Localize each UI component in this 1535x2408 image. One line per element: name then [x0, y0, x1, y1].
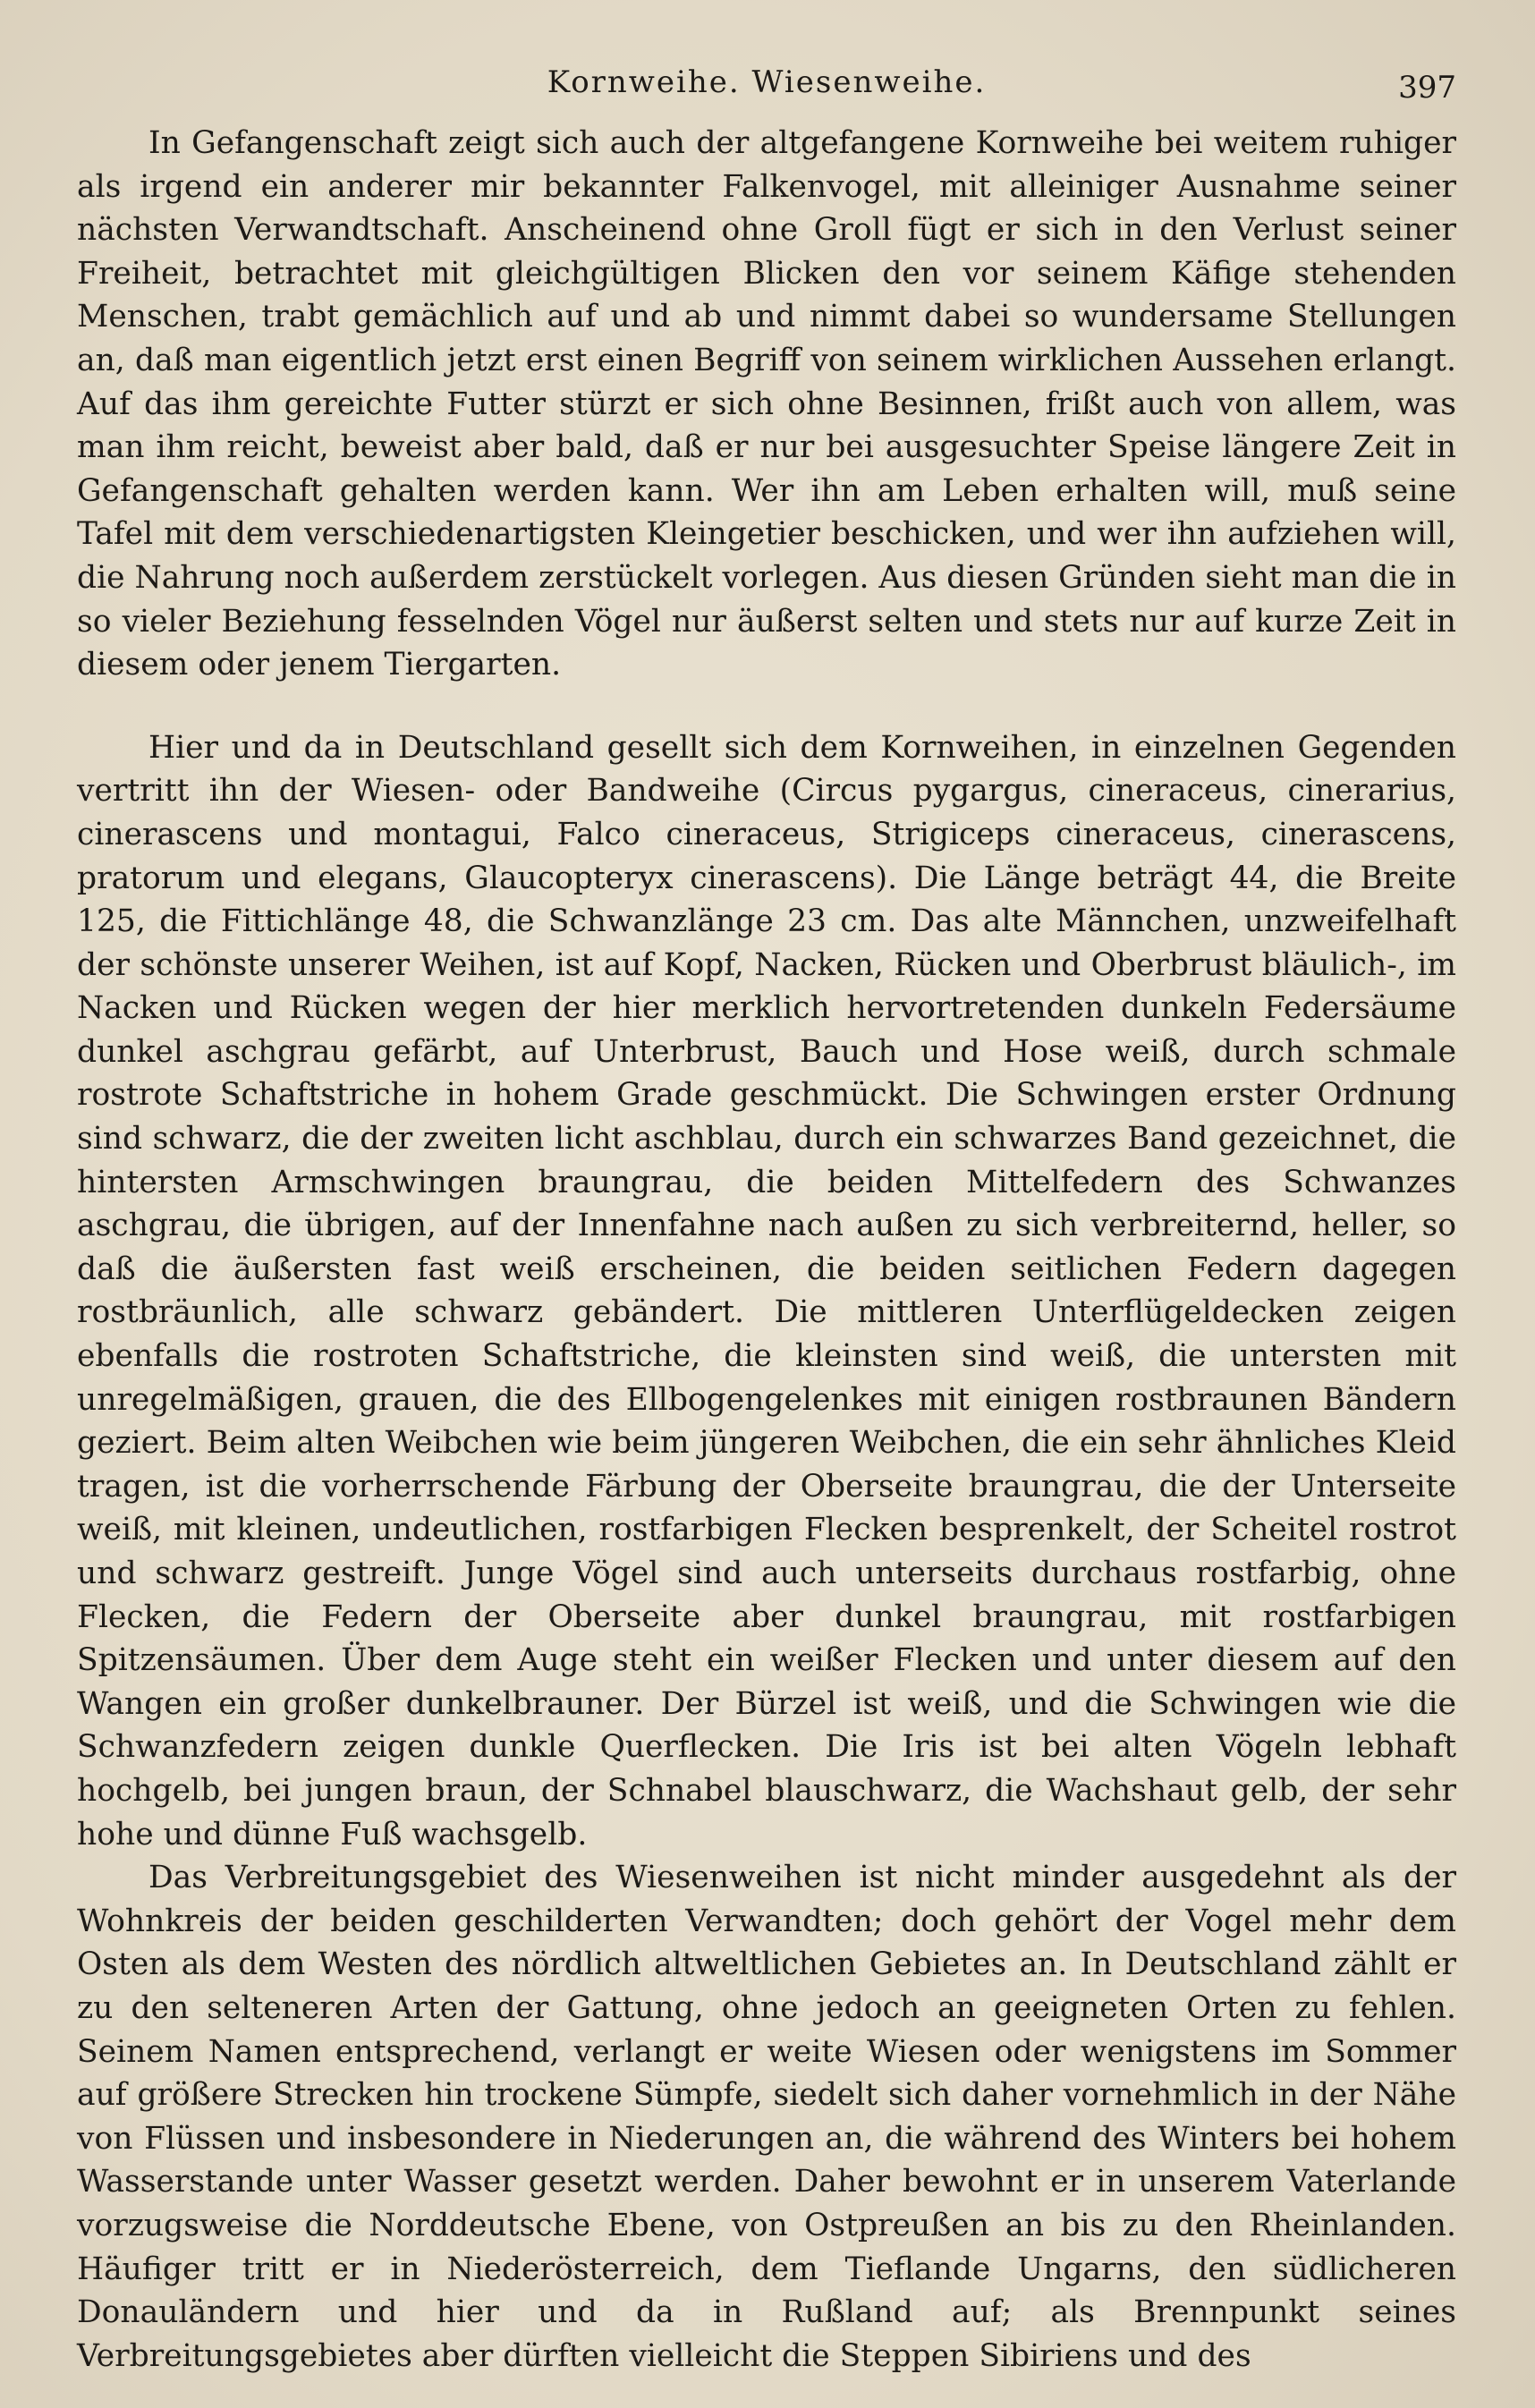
paragraph-description: Hier und da in Deutschland gesellt sich dem Kornweihen, in einzelnen Gegenden vertritt ihn der Wiesen- oder Bandweihe (Circus pygargus, cineraceus, cinerarius, cinerascens und montagui, Falco cineraceus, Strigiceps cineraceus, cinerascens, pratorum und elegans, Glaucopteryx cinerascens). Die Länge beträgt 44, die Breite 125, die Fittichlänge 48, die Schwanzlänge 23 cm. Das alte Männchen, unzweifelhaft der schönste unserer Weihen, ist auf Kopf, Nacken, Rücken und Oberbrust bläulich-, im Nacken und Rücken wegen der hier merklich hervortretenden dunkeln Federsäume dunkel aschgrau gefärbt, auf Unterbrust, Bauch und Hose weiß, durch schmale rostrote Schaftstriche in hohem Grade geschmückt. Die Schwingen erster Ordnung sind schwarz, die der zweiten licht aschblau, durch ein schwarzes Band gezeichnet, die hintersten Armschwingen braungrau, die beiden Mittelfedern des Schwanzes aschgrau, die übrigen, auf der Innenfahne nach außen zu sich verbreiternd, heller, so daß die äußersten fast weiß erscheinen, die beiden seitlichen Federn dagegen rostbräunlich, alle schwarz gebändert. Die mittleren Unterflügeldecken zeigen ebenfalls die rostroten Schaftstriche, die kleinsten sind weiß, die untersten mit unregelmäßigen, grauen, die des Ellbogengelenkes mit einigen rostbraunen Bändern geziert. Beim alten Weibchen wie beim jüngeren Weibchen, die ein sehr ähnliches Kleid tragen, ist die vorherrschende Färbung der Oberseite braungrau, die der Unterseite weiß, mit kleinen, undeutlichen, rostfarbigen Flecken besprenkelt, der Scheitel rostrot und schwarz gestreift. Junge Vögel sind auch unterseits durchaus rostfarbig, ohne Flecken, die Federn der Oberseite aber dunkel braungrau, mit rostfarbigen Spitzensäumen. Über dem Auge steht ein weißer Flecken und unter diesem auf den Wangen ein großer dunkelbrauner. Der Bürzel ist weiß, und die Schwingen wie die Schwanzfedern zeigen dunkle Querflecken. Die Iris ist bei alten Vögeln lebhaft hochgelb, bei jungen braun, der Schnabel blauschwarz, die Wachshaut gelb, der sehr hohe und dünne Fuß wachsgelb.	[77, 729, 1456, 1853]
paragraph-captivity: In Gefangenschaft zeigt sich auch der altgefangene Kornweihe bei weitem ruhiger als irgend ein anderer mir bekannter Falkenvogel, mit alleiniger Ausnahme seiner nächsten Verwandtschaft. Anscheinend ohne Groll fügt er sich in den Verlust seiner Freiheit, betrachtet mit gleichgültigen Blicken den vor seinem Käfige stehenden Menschen, trabt gemächlich auf und ab und nimmt dabei so wundersame Stellungen an, daß man eigentlich jetzt erst einen Begriff von seinem wirklichen Aussehen erlangt. Auf das ihm gereichte Futter stürzt er sich ohne Besinnen, frißt auch von allem, was man ihm reicht, beweist aber bald, daß er nur bei ausgesuchter Speise längere Zeit in Gefangenschaft gehalten werden kann. Wer ihn am Leben erhalten will, muß seine Tafel mit dem verschiedenartigsten Kleingetier beschicken, und wer ihn aufziehen will, die Nahrung noch außerdem zerstückelt vorlegen. Aus diesen Gründen sieht man die in so vieler Beziehung fesselnden Vögel nur äußerst selten und stets nur auf kurze Zeit in diesem oder jenem Tiergarten.	[77, 125, 1456, 683]
page-header	[77, 57, 1456, 111]
paragraph-distribution: Das Verbreitungsgebiet des Wiesenweihen ist nicht minder ausgedehnt als der Wohnkreis der beiden geschilderten Verwandten; doch gehört der Vogel mehr dem Osten als dem Westen des nördlich altweltlichen Gebietes an. In Deutschland zählt er zu den selteneren Arten der Gattung, ohne jedoch an geeigneten Orten zu fehlen. Seinem Namen entsprechend, verlangt er weite Wiesen oder wenigstens im Sommer auf größere Strecken hin trockene Sümpfe, siedelt sich daher vornehmlich in der Nähe von Flüssen und insbesondere in Niederungen an, die während des Winters bei hohem Wasserstande unter Wasser gesetzt werden. Daher bewohnt er in unserem Vaterlande vorzugsweise die Norddeutsche Ebene, von Ostpreußen an bis zu den Rheinlanden. Häufiger tritt er in Niederösterreich, dem Tieflande Ungarns, den südlicheren Donauländern und hier und da in Rußland auf; als Brennpunkt seines Verbreitungsgebietes aber dürften vielleicht die Steppen Sibiriens und des	[77, 1860, 1456, 2374]
running-title: Kornweihe. Wiesenweihe.	[547, 64, 987, 100]
body-text	[77, 122, 1456, 2378]
page-number: 397	[1398, 70, 1456, 106]
